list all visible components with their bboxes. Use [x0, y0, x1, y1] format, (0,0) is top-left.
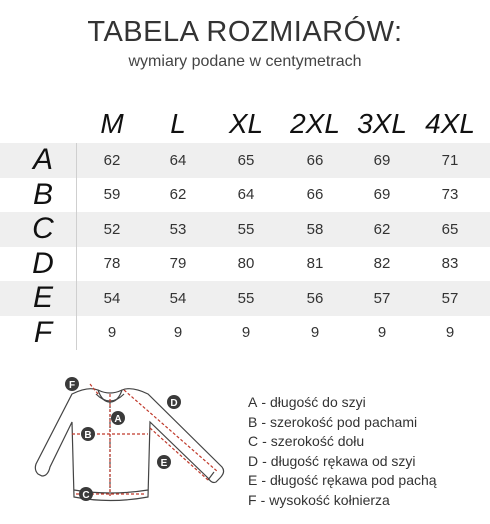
- legend-key: D: [248, 452, 259, 469]
- table-cell: 9: [445, 324, 455, 342]
- legend-item-d: [248, 452, 488, 472]
- table-cell: 69: [373, 186, 391, 204]
- marker-label: C: [82, 490, 90, 501]
- table-cell: 9: [241, 324, 251, 342]
- marker-label: B: [84, 430, 92, 441]
- legend-separator: -: [261, 413, 267, 430]
- size-table: [0, 143, 490, 350]
- table-cell: 55: [237, 220, 255, 238]
- row-label: F: [33, 315, 53, 349]
- size-header-l: L: [170, 108, 186, 139]
- table-cell: 9: [107, 324, 117, 342]
- row-label: B: [32, 177, 53, 211]
- table-cell: 73: [441, 186, 459, 204]
- row-label: D: [32, 246, 54, 280]
- legend-item-a: [248, 393, 488, 413]
- legend-text: wysokość kołnierza: [269, 491, 390, 508]
- marker-label: E: [160, 458, 168, 469]
- legend-separator: -: [262, 433, 267, 449]
- marker-a: [111, 411, 125, 425]
- legend-key: B: [248, 413, 258, 430]
- row-label: E: [32, 281, 53, 315]
- measurement-legend: [248, 393, 488, 510]
- legend-text: długość do szyi: [270, 394, 366, 410]
- table-row-d: [0, 247, 490, 282]
- legend-item-c: [248, 432, 488, 452]
- table-cell: 64: [169, 151, 187, 169]
- table-cell: 54: [103, 289, 121, 307]
- measurement-line-e: [150, 428, 208, 480]
- table-cell: 57: [441, 289, 459, 307]
- table-row-e: [0, 281, 490, 316]
- size-header-4xl: 4XL: [425, 108, 475, 139]
- garment-diagram: [30, 372, 235, 517]
- table-cell: 9: [377, 324, 387, 342]
- size-header-xl: XL: [228, 108, 264, 139]
- marker-d: [167, 395, 181, 409]
- marker-c: [79, 487, 93, 501]
- size-header-2xl: 2XL: [290, 108, 340, 139]
- table-cell: 9: [310, 324, 320, 342]
- marker-e: [157, 455, 171, 469]
- table-cell: 79: [169, 255, 187, 273]
- table-cell: 71: [441, 151, 459, 169]
- size-header-m: M: [100, 108, 124, 139]
- marker-f: [65, 377, 79, 391]
- marker-label: D: [170, 398, 178, 409]
- garment-outline: [35, 389, 223, 501]
- table-cell: 62: [169, 186, 187, 204]
- legend-item-e: [248, 471, 488, 491]
- size-header-row: [0, 108, 490, 142]
- table-row-a: [0, 143, 490, 178]
- legend-key: C: [248, 433, 259, 449]
- table-cell: 83: [441, 255, 459, 273]
- row-label: C: [32, 212, 54, 246]
- table-cell: 66: [306, 151, 324, 169]
- row-label-divider: [76, 143, 77, 350]
- table-cell: 9: [173, 324, 183, 342]
- table-cell: 69: [373, 151, 391, 169]
- marker-b: [81, 427, 95, 441]
- table-cell: 57: [373, 289, 391, 307]
- table-cell: 56: [306, 289, 324, 307]
- row-label: A: [32, 143, 53, 177]
- table-row-f: [0, 316, 490, 351]
- table-row-b: [0, 178, 490, 213]
- legend-text: szerokość dołu: [270, 433, 365, 449]
- legend-separator: -: [260, 491, 266, 508]
- size-header-3xl: 3XL: [357, 108, 407, 139]
- legend-text: szerokość pod pachami: [270, 413, 418, 430]
- legend-text: długość rękawa pod pachą: [270, 472, 437, 488]
- legend-separator: -: [261, 394, 267, 410]
- legend-separator: -: [261, 472, 267, 488]
- table-cell: 64: [237, 186, 255, 204]
- table-cell: 59: [103, 186, 121, 204]
- table-cell: 78: [103, 255, 121, 273]
- table-cell: 58: [306, 220, 324, 238]
- table-cell: 62: [103, 151, 121, 169]
- legend-separator: -: [262, 452, 267, 469]
- page-subtitle: wymiary podane w centymetrach: [128, 53, 362, 70]
- table-cell: 52: [103, 220, 121, 238]
- legend-key: E: [248, 472, 258, 488]
- measurement-lines: [72, 384, 218, 496]
- legend-text: długość rękawa od szyi: [270, 452, 416, 469]
- page-title: TABELA ROZMIARÓW:: [87, 16, 403, 48]
- table-cell: 66: [306, 186, 324, 204]
- table-cell: 82: [373, 255, 391, 273]
- table-cell: 65: [441, 220, 459, 238]
- marker-label: F: [68, 380, 76, 391]
- table-cell: 81: [306, 255, 324, 273]
- marker-label: A: [114, 414, 122, 425]
- table-cell: 80: [237, 255, 255, 273]
- table-row-c: [0, 212, 490, 247]
- legend-item-f: [248, 491, 488, 511]
- legend-key: F: [248, 491, 257, 508]
- table-cell: 55: [237, 289, 255, 307]
- table-cell: 53: [169, 220, 187, 238]
- table-cell: 62: [373, 220, 391, 238]
- table-cell: 54: [169, 289, 187, 307]
- table-cell: 65: [237, 151, 255, 169]
- legend-key: A: [248, 394, 258, 410]
- legend-item-b: [248, 413, 488, 433]
